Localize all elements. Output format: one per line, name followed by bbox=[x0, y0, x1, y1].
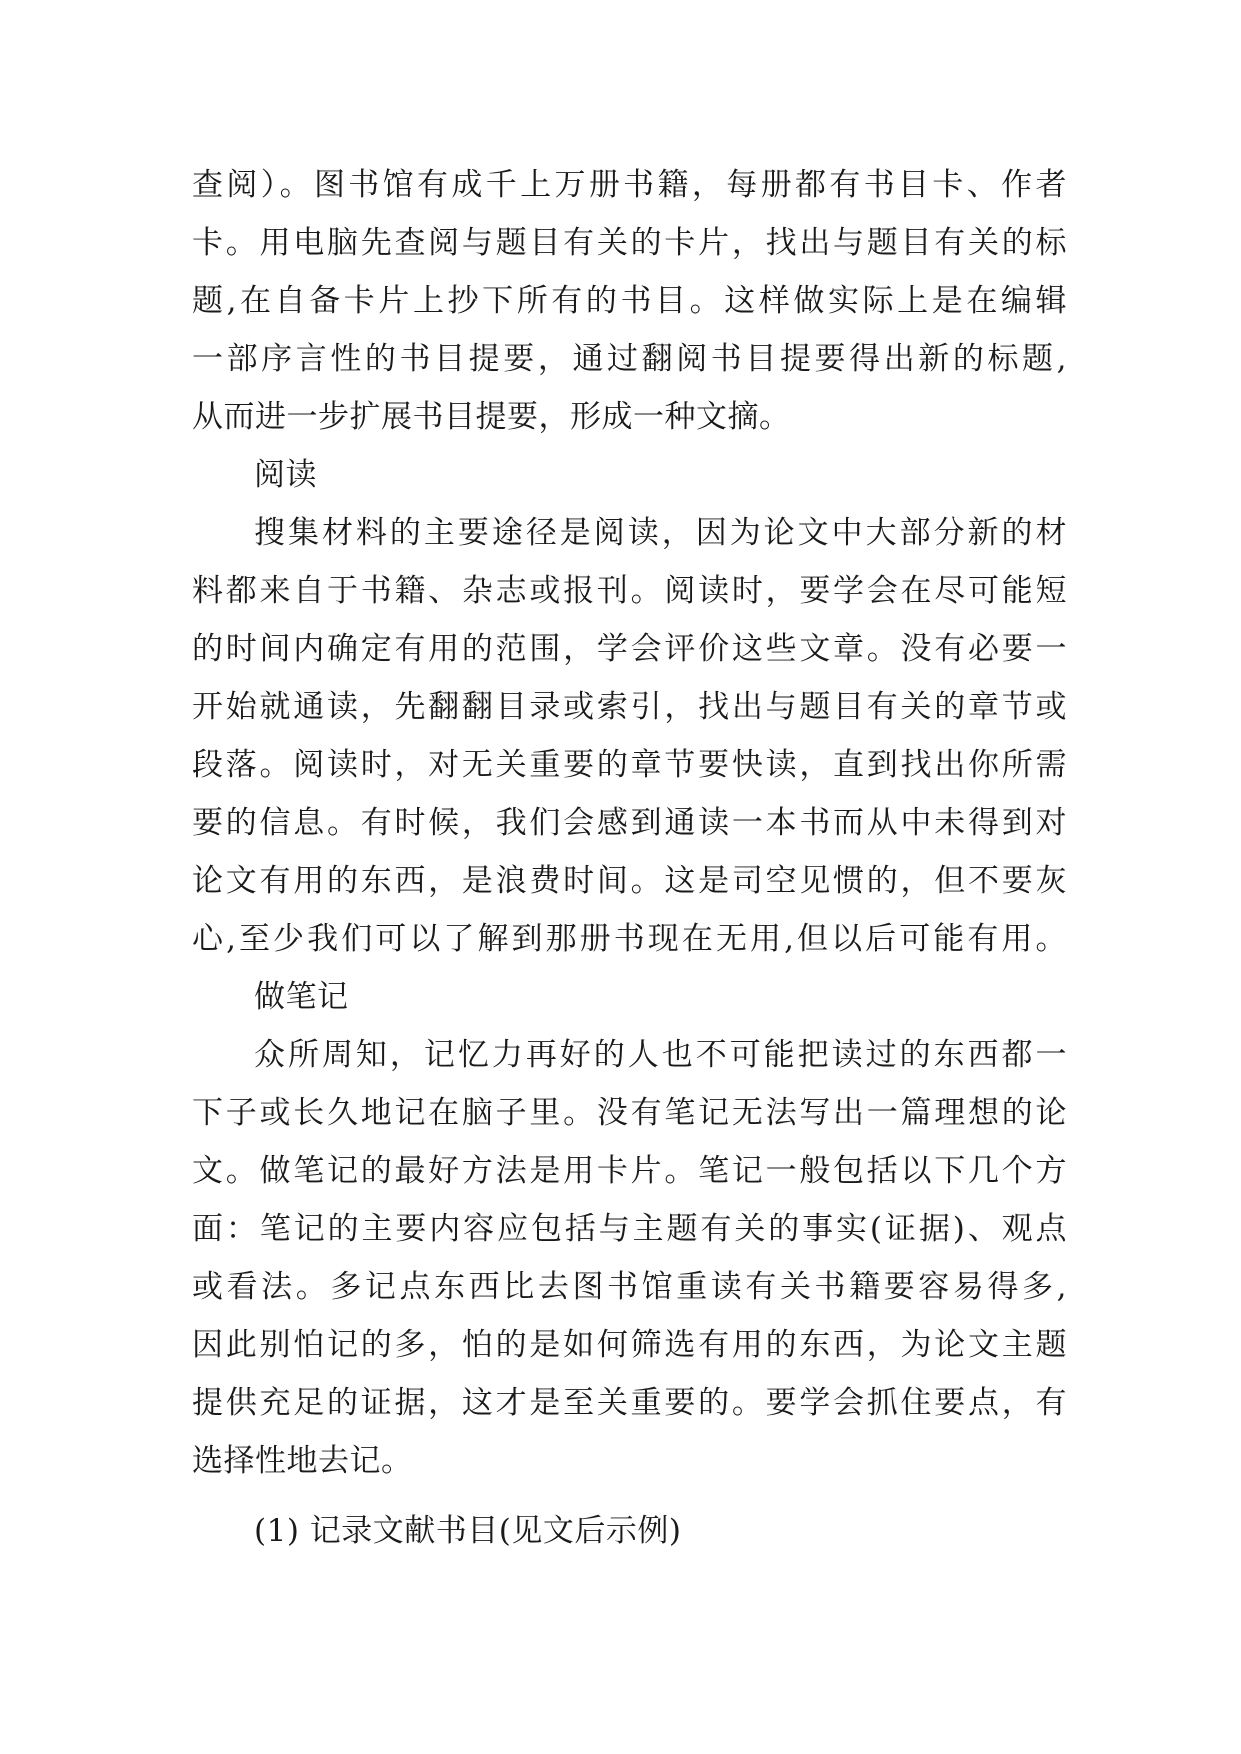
text-line: 段落。阅读时，对无关重要的章节要快读，直到找出你所需 bbox=[192, 747, 1067, 783]
text-line: 文。做笔记的最好方法是用卡片。笔记一般包括以下几个方 bbox=[192, 1153, 1067, 1189]
text-line: 搜集材料的主要途径是阅读，因为论文中大部分新的材 bbox=[254, 515, 1067, 551]
paragraph bbox=[192, 156, 1067, 446]
heading-text: 阅读 bbox=[254, 457, 317, 493]
paragraph bbox=[192, 504, 1067, 968]
text-line: 料都来自于书籍、杂志或报刊。阅读时，要学会在尽可能短 bbox=[192, 573, 1067, 609]
text-line: 下子或长久地记在脑子里。没有笔记无法写出一篇理想的论 bbox=[192, 1095, 1067, 1131]
text-line: 要的信息。有时候，我们会感到通读一本书而从中未得到对 bbox=[192, 805, 1067, 841]
heading-text: 做笔记 bbox=[254, 979, 349, 1015]
text-line: 题,在自备卡片上抄下所有的书目。这样做实际上是在编辑 bbox=[192, 283, 1067, 319]
list-item bbox=[192, 1502, 1067, 1560]
text-line: 因此别怕记的多，怕的是如何筛选有用的东西，为论文主题 bbox=[192, 1327, 1067, 1363]
section-heading bbox=[192, 446, 1067, 504]
text-line: 选择性地去记。 bbox=[192, 1443, 413, 1479]
list-item-text: (1) 记录文献书目(见文后示例) bbox=[254, 1513, 682, 1549]
text-line: 或看法。多记点东西比去图书馆重读有关书籍要容易得多, bbox=[192, 1269, 1067, 1305]
text-line: 众所周知，记忆力再好的人也不可能把读过的东西都一 bbox=[254, 1037, 1067, 1073]
paragraph bbox=[192, 1026, 1067, 1490]
text-line: 论文有用的东西，是浪费时间。这是司空见惯的，但不要灰 bbox=[192, 863, 1067, 899]
text-line: 从而进一步扩展书目提要，形成一种文摘。 bbox=[192, 399, 791, 435]
text-line: 提供充足的证据，这才是至关重要的。要学会抓住要点，有 bbox=[192, 1385, 1067, 1421]
text-line: 卡。用电脑先查阅与题目有关的卡片，找出与题目有关的标 bbox=[192, 225, 1067, 261]
text-line: 心,至少我们可以了解到那册书现在无用,但以后可能有用。 bbox=[192, 921, 1067, 957]
text-line: 面：笔记的主要内容应包括与主题有关的事实(证据)、观点 bbox=[192, 1211, 1067, 1247]
document-body bbox=[192, 156, 1067, 1560]
section-heading bbox=[192, 968, 1067, 1026]
text-line: 一部序言性的书目提要，通过翻阅书目提要得出新的标题, bbox=[192, 341, 1067, 377]
text-line: 查阅）。图书馆有成千上万册书籍，每册都有书目卡、作者 bbox=[192, 167, 1067, 203]
text-line: 的时间内确定有用的范围，学会评价这些文章。没有必要一 bbox=[192, 631, 1067, 667]
text-line: 开始就通读，先翻翻目录或索引，找出与题目有关的章节或 bbox=[192, 689, 1067, 725]
